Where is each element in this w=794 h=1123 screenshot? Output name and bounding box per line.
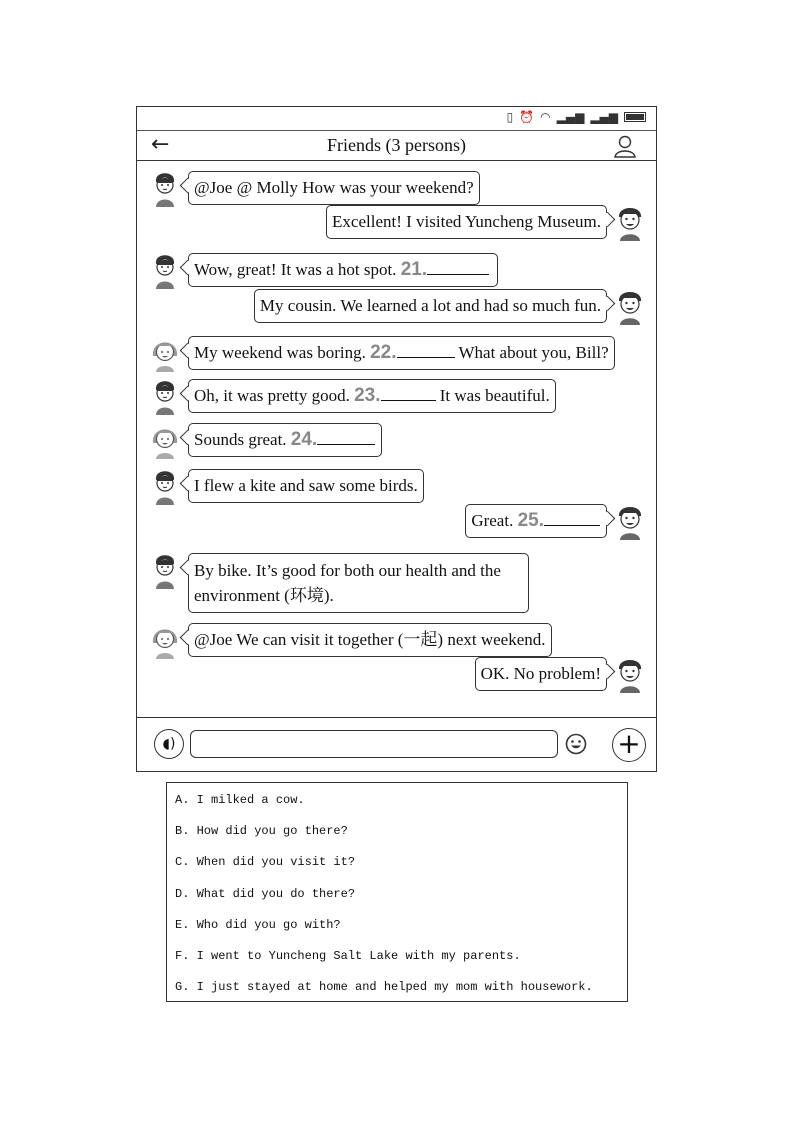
boy-avatar-icon — [616, 205, 644, 241]
chat-bubble — [188, 171, 480, 205]
message-row — [151, 469, 424, 505]
message-text: Wow, great! It was a hot spot. — [194, 260, 401, 279]
boy-avatar-icon — [151, 171, 179, 207]
voice-icon[interactable]: ◖) — [154, 729, 184, 759]
message-text: It was beautiful. — [435, 386, 550, 405]
message-text: Excellent! I visited Yuncheng Museum. — [332, 212, 601, 231]
answer-blank — [381, 385, 436, 401]
vibrate-icon: ▯ — [506, 110, 514, 124]
message-row — [151, 423, 382, 459]
option-f: F. I went to Yuncheng Salt Lake with my parents. — [175, 948, 521, 963]
boy-avatar-icon — [151, 469, 179, 505]
answer-blank — [397, 342, 455, 358]
chat-phone-frame — [136, 106, 657, 772]
person-icon[interactable] — [614, 134, 636, 158]
wifi-icon: ◠ — [540, 110, 551, 124]
boy-avatar-icon — [151, 553, 179, 589]
message-row — [254, 289, 644, 325]
chat-bubble — [188, 469, 424, 503]
message-row — [151, 623, 552, 659]
chat-bubble — [188, 379, 556, 413]
emoji-icon[interactable] — [565, 733, 587, 755]
question-number: 22. — [370, 342, 397, 363]
question-number: 25. — [517, 510, 544, 531]
boy-avatar-icon — [616, 289, 644, 325]
answer-blank — [317, 429, 375, 445]
message-row — [151, 253, 498, 289]
message-text: @Joe We can visit it together (一起) next weekend. — [194, 630, 546, 649]
boy-avatar-icon — [616, 657, 644, 693]
chat-title: Friends (3 persons) — [327, 135, 466, 155]
message-text: Oh, it was pretty good. — [194, 386, 355, 405]
boy-avatar-icon — [151, 253, 179, 289]
chat-bubble — [188, 253, 498, 287]
message-text: I flew a kite and saw some birds. — [194, 476, 418, 495]
message-text: OK. No problem! — [480, 664, 601, 683]
message-text: Great. — [471, 511, 518, 530]
options-box — [166, 782, 628, 1002]
girl-avatar-icon — [151, 623, 179, 659]
message-input-bar — [137, 717, 656, 771]
message-row — [151, 553, 529, 613]
plus-icon[interactable]: + — [612, 728, 646, 762]
chat-bubble — [475, 657, 607, 691]
option-d: D. What did you do there? — [175, 886, 356, 901]
option-c: C. When did you visit it? — [175, 855, 356, 870]
message-text: What about you, Bill? — [454, 343, 609, 362]
answer-blank — [427, 259, 489, 275]
chat-bubble — [254, 289, 607, 323]
message-text: Sounds great. — [194, 430, 291, 449]
chat-bubble — [188, 336, 615, 370]
message-input[interactable] — [190, 730, 558, 758]
message-row — [465, 504, 644, 540]
boy-avatar-icon — [616, 504, 644, 540]
signal-icon: ▂▄▆ — [556, 110, 585, 124]
girl-avatar-icon — [151, 336, 179, 372]
message-row — [475, 657, 644, 693]
chat-bubble — [465, 504, 607, 538]
message-text: My weekend was boring. — [194, 343, 371, 362]
girl-avatar-icon — [151, 423, 179, 459]
alarm-icon: ⏰ — [519, 110, 535, 124]
message-text: By bike. It’s good for both our health and the environment (环境). — [194, 561, 501, 605]
option-e: E. Who did you go with? — [175, 917, 341, 932]
option-g: G. I just stayed at home and helped my mom with housework. — [175, 980, 593, 995]
chat-bubble — [188, 623, 552, 657]
chat-bubble — [188, 553, 529, 613]
chat-bubble — [188, 423, 382, 457]
option-a: A. I milked a cow. — [175, 793, 305, 807]
battery-icon — [624, 112, 646, 122]
message-text: My cousin. We learned a lot and had so much fun. — [259, 296, 601, 315]
message-row — [326, 205, 644, 241]
question-number: 21. — [400, 259, 428, 280]
status-bar — [137, 107, 656, 131]
status-icons — [507, 110, 646, 124]
message-row — [151, 336, 615, 372]
boy-avatar-icon — [151, 379, 179, 415]
message-row — [151, 379, 556, 415]
message-text: @Joe @ Molly How was your weekend? — [194, 178, 474, 197]
question-number: 24. — [290, 429, 318, 450]
back-arrow-icon[interactable]: ← — [151, 132, 170, 157]
message-row — [151, 171, 480, 207]
chat-bubble — [326, 205, 607, 239]
answer-blank — [544, 510, 600, 526]
question-number: 23. — [354, 385, 381, 406]
option-b: B. How did you go there? — [175, 824, 348, 839]
signal-icon-2: ▂▄▆ — [590, 110, 618, 124]
chat-header — [137, 131, 656, 161]
